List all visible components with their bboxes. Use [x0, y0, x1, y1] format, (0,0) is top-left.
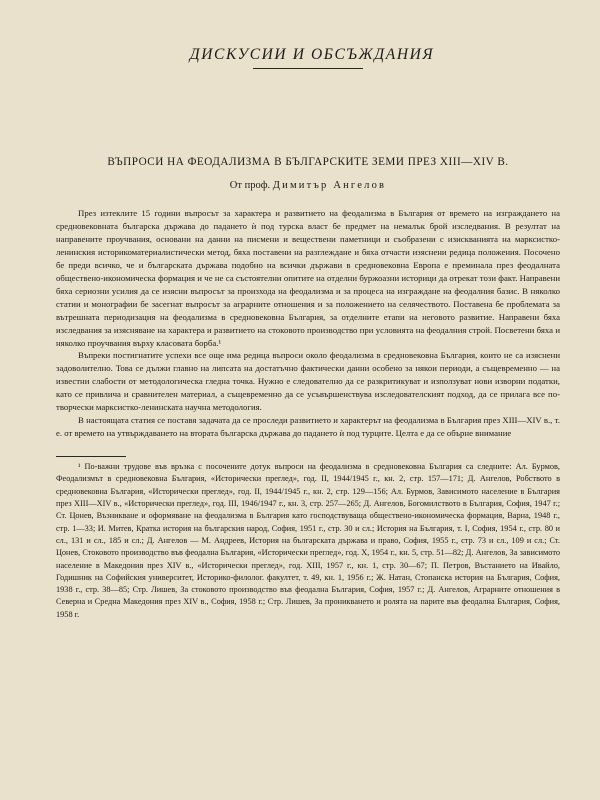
article-body: [56, 207, 560, 440]
author-prefix: От проф.: [229, 180, 271, 191]
author-line: [56, 179, 560, 193]
article-title: ВЪПРОСИ НА ФЕОДАЛИЗМА В БЪЛГАРСКИТЕ ЗЕМИ ПРЕЗ XIII—XIV В.: [107, 156, 509, 168]
footnote-text: ¹ По-важни трудове във връзка с посочените дотук въпроси на феодализма в средновековна България са следните: Ал. Бурмов, Феодализмът в средновековна България, «Исторически преглед», год. II, 1944/1945 г., кн. 2, стр. 157—171; Д. Ангелов, Робството в средновековна България, «Исторически преглед», год. II, 1944/1945 г., кн. 2, стр. 129—156; Ал. Бурмов, Зависимото население в България през XIII—XIV в., «Исторически преглед», год. III, 1946/1947 г., кн. 3, стр. 257—265; Д. Ангелов, Богомилството в България, София, 1947 г.; Ст. Цонев, Възникване и оформяване на феодализма в България като господствуваща обществено-икономическа формация, Варна, 1948 г., стр. 1—33; И. Митев, Кратка история на българския народ, София, 1951 г., стр. 30 и сл.; История на България, т. I, София, 1954 г., стр. 80 и сл., 131 и сл., 185 и сл.; Д. Ангелов — М. Андреев, История на българската държава и право, София, 1955 г., стр. 73 и сл., 109 и сл.; Ст. Цонев, Стоковото производство във феодална България, «Исторически преглед», год. X, 1954 г., кн. 5, стр. 51—82; Д. Ангелов, За зависимото население в Македония през XIV в., «Исторически преглед», год. XIII, 1957 г., кн. 1, стр. 30—67; П. Петров, Въстанието на Ивайло, Годишник на Софийския университет, Историко-филолог. факултет, т. 49, кн. 1, 1956 г.; Ж. Натан, Стопанска история на България, София, 1938 г., стр. 38—85; Стр. Лишев, За стоковото производство във феодална България, София, 1957 г.; Д. Ангелов, Аграрните отношения в Северна и Средна Македония през XIV в., София, 1958 г.; Стр. Лишев, За проникването и ролята на парите във феодална България, София, 1958 г.: [56, 462, 560, 619]
section-title-underline: [253, 68, 363, 69]
section-title: ДИСКУСИИ И ОБСЪЖДАНИЯ: [189, 46, 435, 63]
footnote-divider: [56, 456, 126, 457]
body-paragraph-3: В настоящата статия се поставя задачата да се проследи развитието и характерът на феодализма в България през XIII—XIV в., т. е. от времето на утвърждаването на втората българска държава до падането ѝ под турците. Целта е да се обърне внимание: [56, 415, 560, 439]
author-name: Димитър Ангелов: [272, 180, 387, 191]
body-paragraph-2: Въпреки постигнатите успехи все още има редица въпроси около феодализма в средновековна България, които не са изяснени задоволително. Това се дължи главно на липсата на достатъчно фактически данни особено за някои периоди, а същевременно — на известни слабости от методологическа гледна точка. Нужно е следователно да се разкритикуват и използуват нови изворни податки, като се привлича и сравнителен материал, а същевременно да се усъвършенствува изследователският подход, да се прилага все по-творчески марксистко-ленинската научна методология.: [56, 350, 560, 413]
body-paragraph-1: През изтеклите 15 години въпросът за характера и развитието на феодализма в България от времето на изграждането на средновековната българска държава до падането ѝ под турска власт бе предмет на немалък брой изследвания. В резултат на направените проучвания, основани на данни на писмени и веществени паметници и съобразени с изискванията на марксистко-ленинския историкоматериалистически метод, бяха поставени на разглеждане и бяха отчасти изяснени редица положения. Посочено бе преди всичко, че и българската държава подобно на всички държави в средновековна Европа е преминала през феодалната обществено-икономическа формация и че не са състоятелни опитите на отделни буржоазни историци да отрекат този факт. Направени бяха сериозни усилия да се изясни въпросът за произхода на феодализма и за процеса на изграждане на феодалния базис. В няколко статии и монографии бе засегнат въпросът за аграрните отношения и за положението на селячеството. Поставена бе проблемата за вътрешната периодизация на феодализма в средновековна България, за отделните етапи на неговото развитие. Направени бяха изследвания за изясняване на характера и развитието на стоковото производство при условията на феодалния строй. Посветени бяха и няколко проучвания върху класовата борба.¹: [56, 208, 560, 348]
footnote: [56, 461, 560, 621]
